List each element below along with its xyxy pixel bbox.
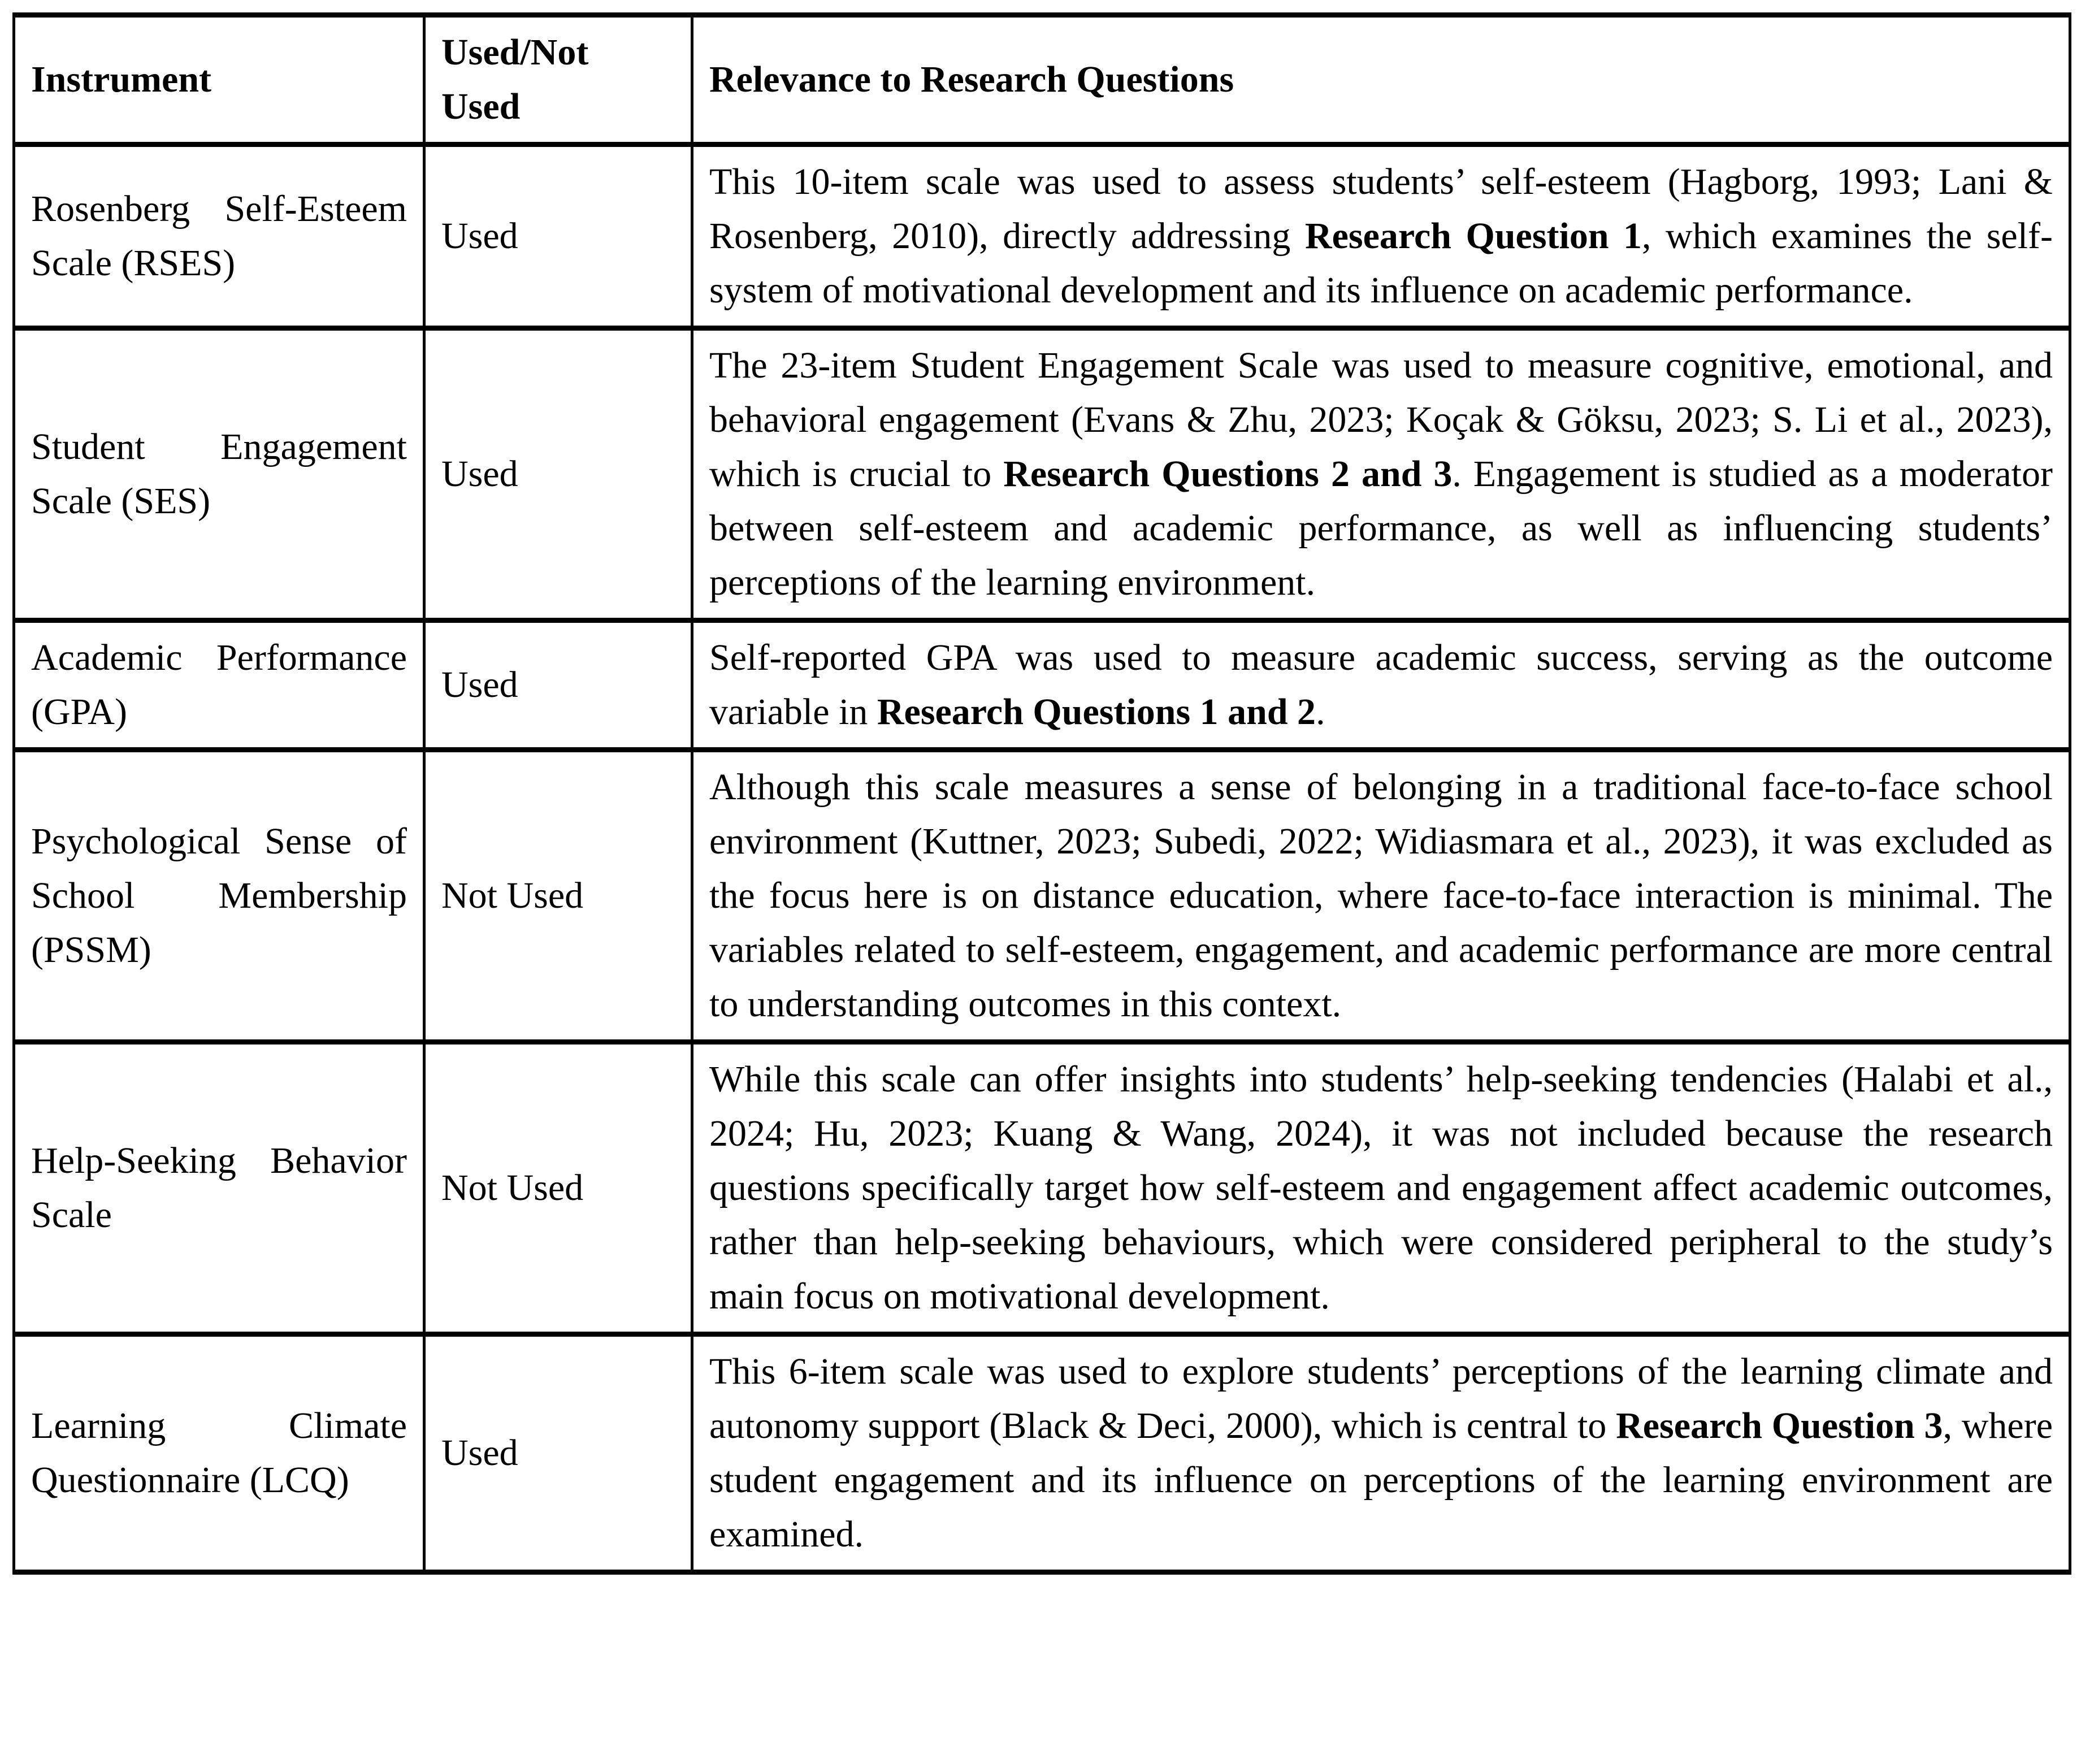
relevance-text-segment: , which examines the self-system of motivational development and its influence on academic performance.: [709, 215, 2053, 311]
used-status-cell: Used: [424, 621, 692, 750]
relevance-text-segment: .: [1316, 691, 1325, 733]
table-body: [14, 145, 2070, 1572]
instrument-cell: Help-Seeking Behavior Scale: [14, 1042, 424, 1334]
relevance-text-segment: Self-reported GPA was used to measure academic success, serving as the outcome variable in: [709, 637, 2053, 733]
relevance-text-segment: This 10-item scale was used to assess students’ self-esteem (Hagborg, 1993; Lani & Rosenberg, 2010), directly addressing: [709, 161, 2053, 257]
used-status-cell: Not Used: [424, 1042, 692, 1334]
relevance-cell: [692, 328, 2070, 621]
relevance-text-segment: , where student engagement and its influence on perceptions of the learning environment are examined.: [709, 1405, 2053, 1555]
header-instrument: Instrument: [14, 15, 424, 145]
relevance-text-segment: . Engagement is studied as a moderator between self-esteem and academic performance, as well as influencing students’ perceptions of the learning environment.: [709, 453, 2053, 603]
relevance-text-segment: Although this scale measures a sense of belonging in a traditional face-to-face school environment (Kuttner, 2023; Subedi, 2022; Widiasmara et al., 2023), it was excluded as the focus here is on distance education, where face-to-face interaction is minimal. The variables related to self-esteem, engagement, and academic performance are more central to understanding outcomes in this context.: [709, 766, 2053, 1025]
table-row: [14, 1042, 2070, 1334]
header-row: [14, 15, 2070, 145]
instrument-cell: Student Engagement Scale (SES): [14, 328, 424, 621]
table-row: [14, 750, 2070, 1042]
instrument-cell: Academic Performance (GPA): [14, 621, 424, 750]
relevance-text-segment: The 23-item Student Engagement Scale was used to measure cognitive, emotional, and behavioral engagement (Evans & Zhu, 2023; Koçak & Göksu, 2023; S. Li et al., 2023), which is crucial to: [709, 345, 2053, 495]
instrument-cell: Psychological Sense of School Membership (PSSM): [14, 750, 424, 1042]
header-relevance: Relevance to Research Questions: [692, 15, 2070, 145]
table-row: [14, 328, 2070, 621]
relevance-bold-segment: Research Questions 1 and 2: [877, 691, 1316, 733]
relevance-text-segment: While this scale can offer insights into students’ help-seeking tendencies (Halabi et al., 2024; Hu, 2023; Kuang & Wang, 2024), it was not included because the research questions specifically target how self-esteem and engagement affect academic outcomes, rather than help-seeking behaviours, which were considered peripheral to the study’s main focus on motivational development.: [709, 1059, 2053, 1317]
table-row: [14, 621, 2070, 750]
used-status-cell: Used: [424, 1334, 692, 1572]
relevance-cell: [692, 145, 2070, 328]
used-status-cell: Used: [424, 145, 692, 328]
used-status-cell: Not Used: [424, 750, 692, 1042]
instruments-table: [12, 12, 2071, 1575]
header-used-not-used: Used/Not Used: [424, 15, 692, 145]
relevance-cell: [692, 750, 2070, 1042]
relevance-bold-segment: Research Questions 2 and 3: [1003, 453, 1453, 495]
table-row: [14, 1334, 2070, 1572]
instrument-cell: Rosenberg Self-Esteem Scale (RSES): [14, 145, 424, 328]
relevance-cell: [692, 1334, 2070, 1572]
used-status-cell: Used: [424, 328, 692, 621]
relevance-text-segment: This 6-item scale was used to explore students’ perceptions of the learning climate and autonomy support (Black & Deci, 2000), which is central to: [709, 1351, 2053, 1446]
relevance-bold-segment: Research Question 1: [1304, 215, 1642, 257]
instrument-cell: Learning Climate Questionnaire (LCQ): [14, 1334, 424, 1572]
relevance-cell: [692, 621, 2070, 750]
table-row: [14, 145, 2070, 328]
relevance-bold-segment: Research Question 3: [1616, 1405, 1943, 1446]
relevance-cell: [692, 1042, 2070, 1334]
